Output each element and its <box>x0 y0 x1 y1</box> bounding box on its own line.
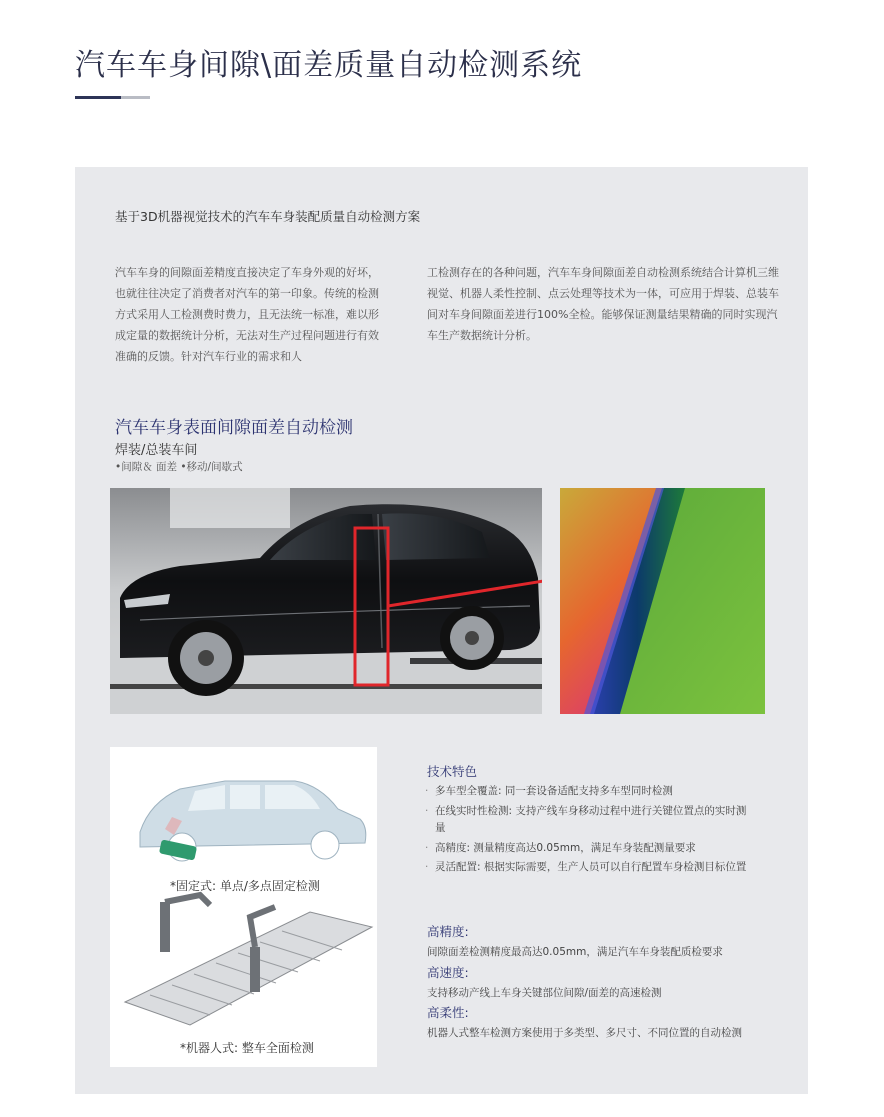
intro-paragraph-left: 汽车车身的间隙面差精度直接决定了车身外观的好坏，也就往往决定了消费者对汽车的第一印象。传统的检测方式采用人工检测费时费力，且无法统一标准，难以形成定量的数据统计分析，无法对生产过程问题进行有效准确的反馈。针对汽车行业的需求和人 <box>115 266 379 363</box>
content-panel <box>75 167 808 1094</box>
title-underline-gray <box>121 96 150 99</box>
spec-body: 支持移动产线上车身关键部位间隙/面差的高速检测 <box>427 987 662 999</box>
section-tags: •间隙＆ 面差 •移动/间歇式 <box>115 461 243 473</box>
list-item: · 多车型全覆盖: 同一套设备适配支持多车型同时检测 <box>427 783 747 801</box>
spec-high-flexibility <box>427 1003 742 1040</box>
list-item: · 高精度: 测量精度高达0.05mm，满足车身装配测量要求 <box>427 840 747 858</box>
spec-high-precision <box>427 922 723 959</box>
spec-body: 机器人式整车检测方案使用于多类型、多尺寸、不同位置的自动检测 <box>427 1027 742 1039</box>
feature-list <box>427 783 747 879</box>
car-photo <box>110 488 542 714</box>
caption-fixed-type: *固定式: 单点/多点固定检测 <box>170 879 320 893</box>
spec-heading: 高速度: <box>427 965 469 980</box>
list-item: · 灵活配置: 根据实际需要，生产人员可以自行配置车身检测目标位置 <box>427 859 747 877</box>
intro-paragraph-right: 工检测存在的各种问题，汽车车身间隙面差自动检测系统结合计算机三维视觉、机器人柔性控制、点云处理等技术为一体，可应用于焊装、总装车间对车身间隙面差进行100%全检。能够保证测量结果精确的同时实现汽车生产数据统计分析。 <box>427 266 779 342</box>
caption-robot-type: *机器人式: 整车全面检测 <box>180 1041 314 1055</box>
list-item: · 在线实时性检测: 支持产线车身移动过程中进行关键位置点的实时测量 <box>427 803 747 838</box>
section-heading: 汽车车身表面间隙面差自动检测 <box>115 418 353 438</box>
panel-subtitle: 基于3D机器视觉技术的汽车车身装配质量自动检测方案 <box>115 209 421 224</box>
page-title: 汽车车身间隙\面差质量自动检测系统 <box>75 48 583 83</box>
spec-heading: 高柔性: <box>427 1005 469 1020</box>
spec-heading: 高精度: <box>427 924 469 939</box>
spec-high-speed <box>427 963 662 1000</box>
spec-body: 间隙面差检测精度最高达0.05mm，满足汽车车身装配质检要求 <box>427 946 723 958</box>
inspection-diagram <box>110 747 377 1067</box>
features-title: 技术特色 <box>427 764 478 779</box>
point-cloud-scan-image <box>560 488 765 714</box>
title-underline-accent <box>75 96 121 99</box>
section-subheading: 焊装/总装车间 <box>115 443 198 458</box>
